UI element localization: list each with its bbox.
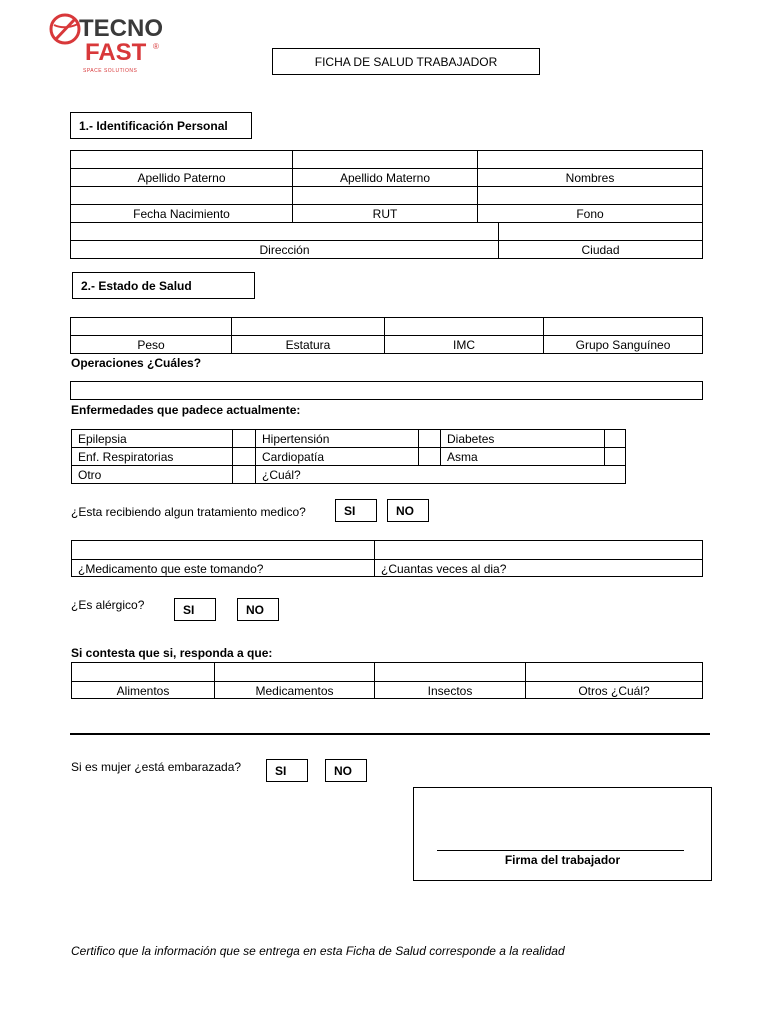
label-imc: IMC [453, 337, 475, 352]
signature-label: Firma del trabajador [504, 853, 621, 867]
field-direccion[interactable] [71, 223, 498, 240]
section1-title: 1.- Identificación Personal [79, 118, 228, 133]
field-medicamento[interactable] [72, 541, 374, 559]
form-title: FICHA DE SALUD TRABAJADOR [314, 54, 498, 69]
pregnant-yes-option[interactable]: SI [266, 759, 308, 782]
disease-cardiopatia-label: Cardiopatía [262, 449, 325, 464]
field-medicamentos[interactable] [215, 663, 374, 681]
label-rut: RUT [372, 206, 398, 221]
disease-asma-check[interactable] [605, 448, 625, 465]
section2-title: 2.- Estado de Salud [81, 278, 192, 293]
section1-title-box [70, 112, 252, 139]
field-apellido-paterno[interactable] [71, 151, 292, 168]
label-estatura: Estatura [285, 337, 331, 352]
medication-table [71, 540, 703, 577]
label-insectos: Insectos [427, 683, 473, 698]
certification-text: Certifico que la información que se entrega en esta Ficha de Salud corresponde a la realidad [71, 944, 565, 958]
disease-otro-label: Otro [78, 467, 102, 482]
label-direccion: Dirección [259, 242, 310, 257]
field-apellido-materno[interactable] [293, 151, 477, 168]
label-veces-al-dia: ¿Cuantas veces al dia? [381, 561, 507, 576]
form-title-box [272, 48, 540, 75]
allergy-followup-label: Si contesta que si, responda a que: [71, 646, 273, 660]
label-peso: Peso [137, 337, 165, 352]
allergic-question: ¿Es alérgico? [71, 598, 145, 612]
label-fono: Fono [576, 206, 604, 221]
logo-word-fast: FAST [85, 39, 147, 66]
field-otros[interactable] [526, 663, 702, 681]
treatment-question: ¿Esta recibiendo algun tratamiento medico? [71, 505, 306, 519]
diseases-table [71, 429, 626, 484]
field-imc[interactable] [385, 318, 543, 335]
allergy-types-table [71, 662, 703, 699]
treatment-no-option[interactable]: NO [387, 499, 429, 522]
field-rut[interactable] [293, 187, 477, 204]
label-nombres: Nombres [565, 170, 615, 185]
label-grupo-sanguineo: Grupo Sanguíneo [575, 337, 671, 352]
disease-diabetes-label: Diabetes [447, 431, 495, 446]
company-logo [48, 12, 188, 78]
label-alimentos: Alimentos [116, 683, 170, 698]
section2-title-box [72, 272, 255, 299]
field-fecha-nacimiento[interactable] [71, 187, 292, 204]
field-nombres[interactable] [478, 151, 702, 168]
label-apellido-materno: Apellido Materno [339, 170, 431, 185]
section-divider [70, 733, 710, 735]
field-estatura[interactable] [232, 318, 384, 335]
field-grupo-sanguineo[interactable] [544, 318, 702, 335]
allergic-yes-option[interactable]: SI [174, 598, 216, 621]
pregnant-no-option[interactable]: NO [325, 759, 367, 782]
operations-input[interactable] [70, 381, 703, 400]
label-fecha-nacimiento: Fecha Nacimiento [133, 206, 230, 221]
disease-respiratorias-check[interactable] [233, 448, 255, 465]
disease-respiratorias-label: Enf. Respiratorias [78, 449, 174, 464]
logo-tagline: SPACE SOLUTIONS [83, 68, 138, 74]
disease-hipertension-check[interactable] [419, 430, 440, 447]
field-fono[interactable] [478, 187, 702, 204]
diseases-label: Enfermedades que padece actualmente: [71, 403, 301, 417]
field-peso[interactable] [71, 318, 231, 335]
disease-hipertension-label: Hipertensión [262, 431, 330, 446]
label-otros: Otros ¿Cuál? [578, 683, 650, 698]
operations-label: Operaciones ¿Cuáles? [71, 356, 202, 370]
disease-otro-check[interactable] [233, 466, 255, 483]
disease-cardiopatia-check[interactable] [419, 448, 440, 465]
field-ciudad[interactable] [499, 223, 702, 240]
disease-cual-label[interactable]: ¿Cuál? [262, 467, 301, 482]
disease-asma-label: Asma [447, 449, 478, 464]
disease-epilepsia-label: Epilepsia [78, 431, 127, 446]
signature-box[interactable] [413, 787, 712, 881]
treatment-yes-option[interactable]: SI [335, 499, 377, 522]
logo-word-tecno: TECNO [79, 15, 163, 42]
allergic-no-option[interactable]: NO [237, 598, 279, 621]
disease-epilepsia-check[interactable] [233, 430, 255, 447]
health-measures-table [70, 317, 703, 354]
field-veces-al-dia[interactable] [375, 541, 702, 559]
label-medicamentos: Medicamentos [255, 683, 334, 698]
field-alimentos[interactable] [72, 663, 214, 681]
signature-line [437, 850, 684, 851]
personal-id-table [70, 150, 703, 259]
label-medicamento: ¿Medicamento que este tomando? [78, 561, 264, 576]
label-apellido-paterno: Apellido Paterno [137, 170, 226, 185]
disease-diabetes-check[interactable] [605, 430, 625, 447]
label-ciudad: Ciudad [581, 242, 620, 257]
field-insectos[interactable] [375, 663, 525, 681]
pregnant-question: Si es mujer ¿está embarazada? [71, 760, 242, 774]
logo-registered-mark: ® [153, 42, 159, 51]
